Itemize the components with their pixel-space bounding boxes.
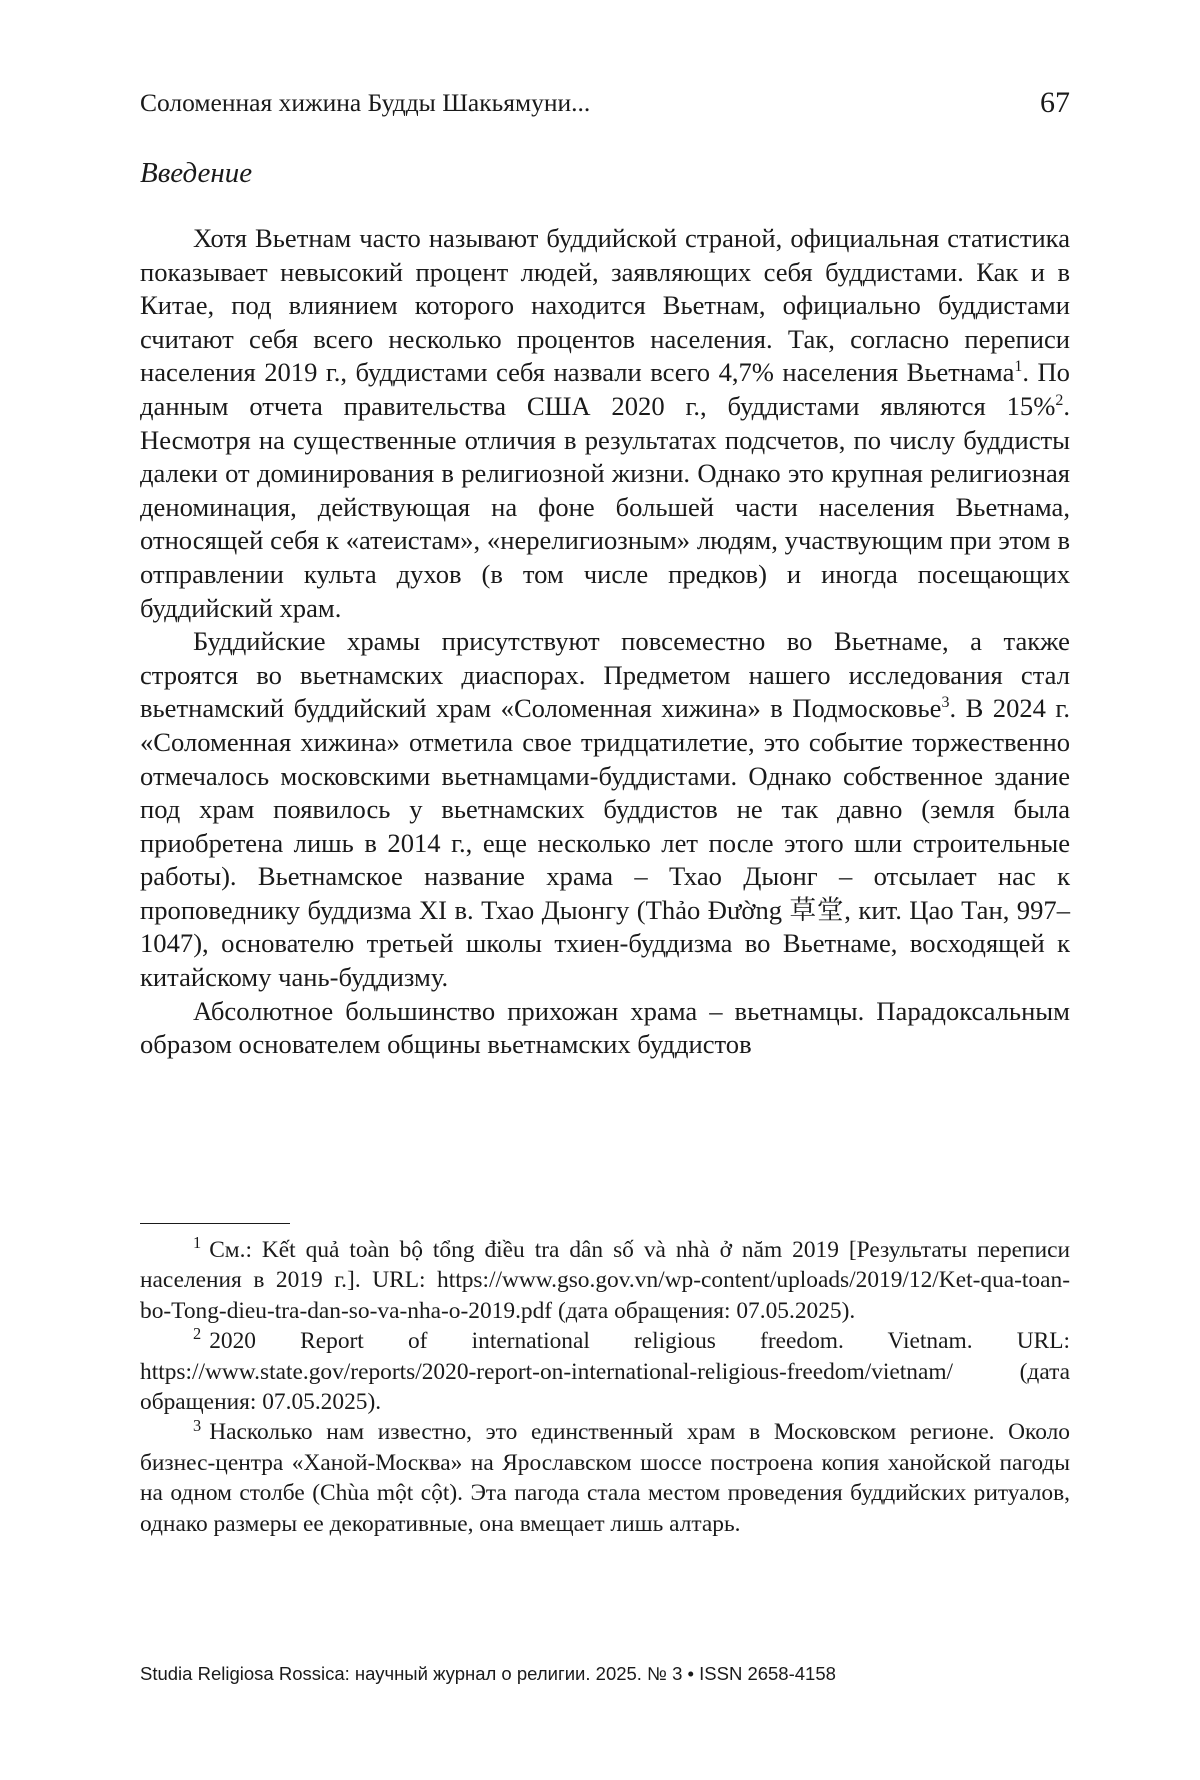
footnote-text: 2020 Report of international religious freedom. Vietnam. URL: https://www.state.gov/reports/2020-report-on-international-religious-freedom/vietnam/ (дата обращения: 07.05.2025). bbox=[140, 1328, 1070, 1416]
paragraph-text: . В 2024 г. «Соломенная хижина» отметила свое тридцатилетие, это событие торжественно отмечалось московскими вьетнамцами-буддистами. Однако собственное здание под храм появилось у вьетнамских буддистов не так давно (земля была приобретена лишь в 2014 г., еще несколько лет после этого шли строительные работы). Вьетнамское название храма – Тхао Дыонг – отсылает нас к проповеднику буддизма XI в. Тхао Дыонгу (Thảo Đường 草堂, кит. Цао Тан, 997–1047), основателю третьей школы тхиен-буддизма во Вьетнаме, восходящей к китайскому чань-буддизму. bbox=[140, 693, 1070, 993]
footnote-number: 2 bbox=[193, 1324, 202, 1344]
footnote-text: См.: Kết quả toàn bộ tổng điều tra dân số và nhà ở năm 2019 [Результаты переписи населения в 2019 г.]. URL: https://www.gso.gov.vn/wp-content/uploads/2019/12/Ket-qua-toan-bo-Tong-dieu-tra-dan-so-va-nha-o-2019.pdf (дата обращения: 07.05.2025). bbox=[140, 1237, 1070, 1324]
footnote-marker[interactable]: 2 bbox=[1055, 392, 1064, 410]
page-number: 67 bbox=[1040, 86, 1070, 119]
running-head bbox=[140, 83, 1070, 123]
body-paragraph bbox=[140, 222, 1070, 625]
body-text bbox=[140, 222, 1070, 1062]
footnote bbox=[140, 1235, 1070, 1326]
footnote-separator bbox=[140, 1223, 290, 1224]
footnote bbox=[140, 1417, 1070, 1539]
body-paragraph bbox=[140, 625, 1070, 995]
footnote-number: 1 bbox=[193, 1233, 202, 1253]
paragraph-text: Хотя Вьетнам часто называют буддийской страной, официальная статистика показывает невысокий процент людей, заявляющих себя буддистами. Как и в Китае, под влиянием которого находится Вьетнам, официально буддистами считают себя всего несколько процентов населения. Так, согласно переписи населения 2019 г., буддистами себя назвали всего 4,7% населения Вьетнама bbox=[140, 223, 1070, 388]
paragraph-text: . По данным отчета правительства США 2020 г., буддистами являются 15% bbox=[140, 357, 1070, 421]
journal-footer: Studia Religiosa Rossica: научный журнал о религии. 2025. № 3 • ISSN 2658-4158 bbox=[140, 1663, 836, 1684]
body-paragraph bbox=[140, 995, 1070, 1062]
paragraph-text: Буддийские храмы присутствуют повсеместно во Вьетнаме, а также строятся во вьетнамских диаспорах. Предметом нашего исследования стал вьетнамский буддийский храм «Соломенная хижина» в Подмосковье bbox=[140, 626, 1070, 724]
paragraph-text: Абсолютное большинство прихожан храма – вьетнамцы. Парадоксальным образом основателем общины вьетнамских буддистов bbox=[140, 995, 1070, 1060]
footnote-marker[interactable]: 3 bbox=[941, 694, 950, 712]
paragraph-text: . Несмотря на существенные отличия в результатах подсчетов, по числу буддисты далеки от доминирования в религиозной жизни. Однако это крупная религиозная деноминация, действующая на фоне большей части населения Вьетнама, относящей себя к «атеистам», «нерелигиозным» людям, участвующим при этом в отправлении культа духов (в том числе предков) и иногда посещающих буддийский храм. bbox=[140, 390, 1070, 623]
document-page bbox=[140, 0, 1070, 1780]
footnote-text: Насколько нам известно, это единственный храм в Московском регионе. Около бизнес-центра «Ханой-Москва» на Ярославском шоссе построена копия ханойской пагоды на одном столбе (Chùa một cột). Эта пагода стала местом проведения буддийских ритуалов, однако размеры ее декоративные, она вмещает лишь алтарь. bbox=[140, 1419, 1070, 1537]
running-title: Соломенная хижина Будды Шакьямуни... bbox=[140, 88, 591, 117]
footnote bbox=[140, 1326, 1070, 1417]
footnotes bbox=[140, 1235, 1070, 1539]
footnote-marker[interactable]: 1 bbox=[1014, 358, 1023, 376]
footnote-number: 3 bbox=[193, 1415, 202, 1435]
section-heading: Введение bbox=[140, 157, 253, 189]
